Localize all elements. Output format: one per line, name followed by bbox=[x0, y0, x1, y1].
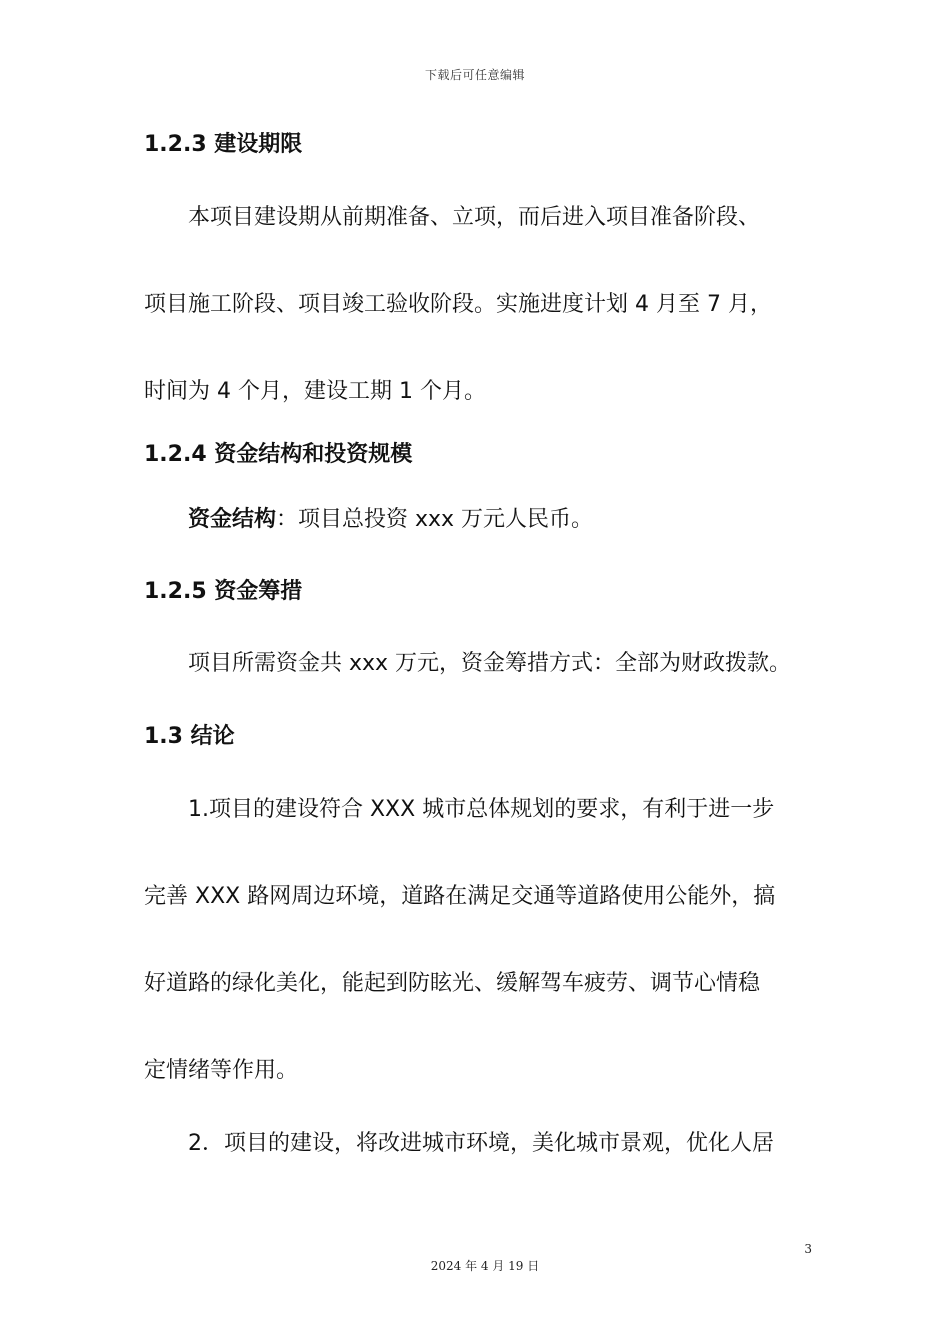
section-heading-1-2-4: 1.2.4 资金结构和投资规模 bbox=[144, 442, 413, 467]
paragraph-line: 完善 XXX 路网周边环境，道路在满足交通等道路使用公能外，搞 bbox=[144, 884, 776, 909]
paragraph-line: 定情绪等作用。 bbox=[144, 1058, 299, 1083]
section-heading-1-2-3: 1.2.3 建设期限 bbox=[144, 132, 303, 157]
paragraph-line: 2．项目的建设，将改进城市环境，美化城市景观，优化人居 bbox=[188, 1131, 774, 1156]
page-number: 3 bbox=[804, 1242, 812, 1256]
paragraph-line: 本项目建设期从前期准备、立项，而后进入项目准备阶段、 bbox=[188, 205, 761, 230]
page-footer-date: 2024 年 4 月 19 日 bbox=[430, 1259, 540, 1273]
paragraph-line: 好道路的绿化美化，能起到防眩光、缓解驾车疲劳、调节心情稳 bbox=[144, 971, 761, 996]
paragraph-line: 项目施工阶段、项目竣工验收阶段。实施进度计划 4 月至 7 月， bbox=[144, 292, 772, 317]
paragraph-line: 时间为 4 个月，建设工期 1 个月。 bbox=[144, 379, 486, 404]
page-header: 下载后可任意编辑 bbox=[424, 68, 525, 82]
paragraph-line: 项目所需资金共 xxx 万元，资金筹措方式：全部为财政拨款。 bbox=[188, 651, 792, 676]
funding-structure-text: ：项目总投资 xxx 万元人民币。 bbox=[276, 507, 594, 532]
paragraph-line: 1.项目的建设符合 XXX 城市总体规划的要求，有利于进一步 bbox=[188, 797, 775, 822]
section-heading-1-3: 1.3 结论 bbox=[144, 724, 235, 749]
section-heading-1-2-5: 1.2.5 资金筹措 bbox=[144, 579, 303, 604]
funding-structure-line bbox=[188, 505, 593, 535]
funding-structure-label: 资金结构 bbox=[188, 507, 277, 532]
